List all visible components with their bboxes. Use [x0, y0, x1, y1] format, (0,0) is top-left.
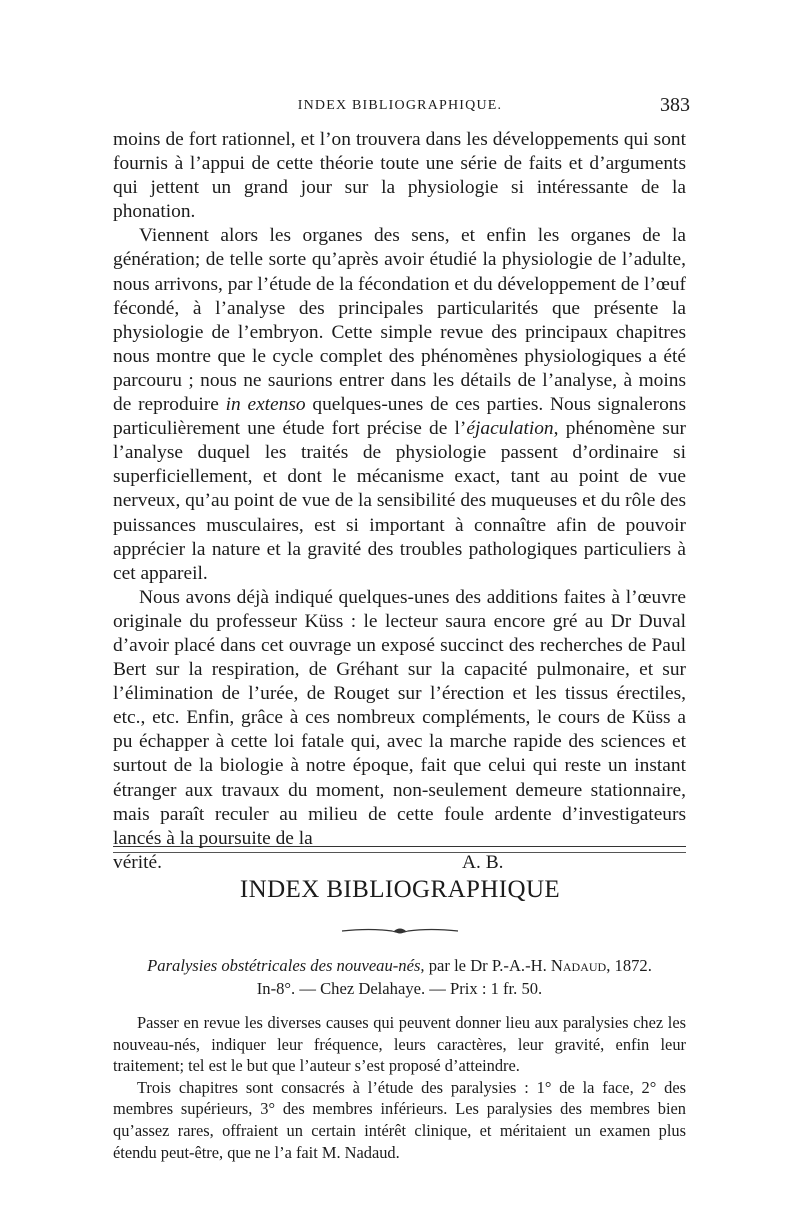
entry-by: par le [428, 956, 467, 975]
running-title: INDEX BIBLIOGRAPHIQUE. [297, 98, 503, 113]
paragraph-phonation: moins de fort rationnel, et l’on trouvera dans les développements qui sont fournis à l’appui de cette théorie toute une série de faits et d’arguments qui jettent un grand jour sur la physiologie si intéressante de la phonation. [113, 129, 686, 223]
running-head [110, 94, 690, 122]
section-title: INDEX BIBLIOGRAPHIQUE [239, 876, 561, 903]
entry-details: In-8°. — Chez Delahaye. — Prix : 1 fr. 50. [256, 979, 543, 998]
last-word: vérité. [113, 851, 162, 873]
signature-line [113, 851, 686, 875]
review-paragraph-2: Trois chapitres sont consacrés à l’étude des paralysies : 1° de la face, 2° des membres supérieurs, 3° des membres inférieurs. Les paralysies des membres bien qu’assez rares, offraient un certain intérêt clinique, et méritaient un examen plus étendu peut-être, que ne l’a fait M. Nadaud. [113, 1077, 686, 1162]
page-number: 383 [660, 94, 690, 116]
review-paragraph-1: Passer en revue les diverses causes qui peuvent donner lieu aux paralysies chez les nouveau-nés, indiquer leur fréquence, leurs caractères, leur gravité, enfin leur traitement; tel est le but que l’auteur s’est proposé d’atteindre. [113, 1013, 686, 1076]
entry-doctor: Dr [470, 956, 488, 975]
paragraph-organs [113, 224, 686, 585]
in-extenso-italic: in extenso [225, 394, 306, 416]
bibliography-entry [113, 954, 686, 1000]
paragraph-organs-part-a: Viennent alors les organes des sens, et enfin les organes de la génération; de telle sorte qu’après avoir étudié la physiologie de l’adulte, nous arrivons, par l’étude de la fécondation et du développement de l’œuf fécondé, à l’analyse des principales particularités que présente la physiologie de l’embryon. Cette simple revue des principaux chapitres nous montre que le cycle complet des phénomènes physiologiques a été parcouru ; nous ne saurions entrer dans les détails de l’analyse, à moins de reproduire [113, 225, 686, 416]
ejaculation-italic: éjaculation [466, 418, 554, 440]
ornament-flourish-icon [340, 926, 460, 936]
signature: A. B. [462, 851, 504, 873]
paragraph-additions: Nous avons déjà indiqué quelques-unes des additions faites à l’œuvre originale du professeur Küss : le lecteur saura encore gré au Dr Duval d’avoir placé dans cet ouvrage un exposé succinct des recherches de Paul Bert sur la respiration, de Gréhant sur la capacité pulmonaire, et sur l’élimination de l’urée, de Rouget sur l’érection et les tissus érectiles, etc., etc. Enfin, grâce à ces nombreux compléments, le cours de Küss a pu échapper à cette loi fatale qui, avec la marche rapide des sciences et surtout de la biologie à notre époque, fait que celui qui reste un instant étranger aux travaux du moment, non-seulement demeure stationnaire, mais paraît reculer au milieu de cette foule ardente d’investigateurs lancés à la poursuite de la [113, 586, 686, 849]
entry-year: , 1872. [606, 956, 652, 975]
entry-title: Paralysies obstétricales des nouveau-nés, [147, 956, 425, 975]
entry-author-initials: P.-A.-H. [491, 956, 547, 975]
entry-author-name: Nadaud [550, 956, 607, 975]
paragraph-organs-part-e: , phénomène sur l’analyse duquel les traités de physiologie passent d’ordinaire si superficiellement, et dont le mécanisme exact, tant au point de vue nerveux, qu’au point de vue de la sensibilité des muqueuses et du rôle des puissances musculaires, est si important à connaître afin de pouvoir apprécier la nature et la gravité des troubles pathologiques particuliers à cet appareil. [113, 418, 686, 584]
entry-title-line [113, 954, 686, 977]
section-divider [113, 846, 686, 853]
body-text [113, 128, 686, 875]
review-text [113, 1012, 686, 1163]
paragraph-organs-part-c: quelques-unes de ces parties. Nous signalerons particulièrement une étude fort précise de l’ [113, 394, 687, 440]
